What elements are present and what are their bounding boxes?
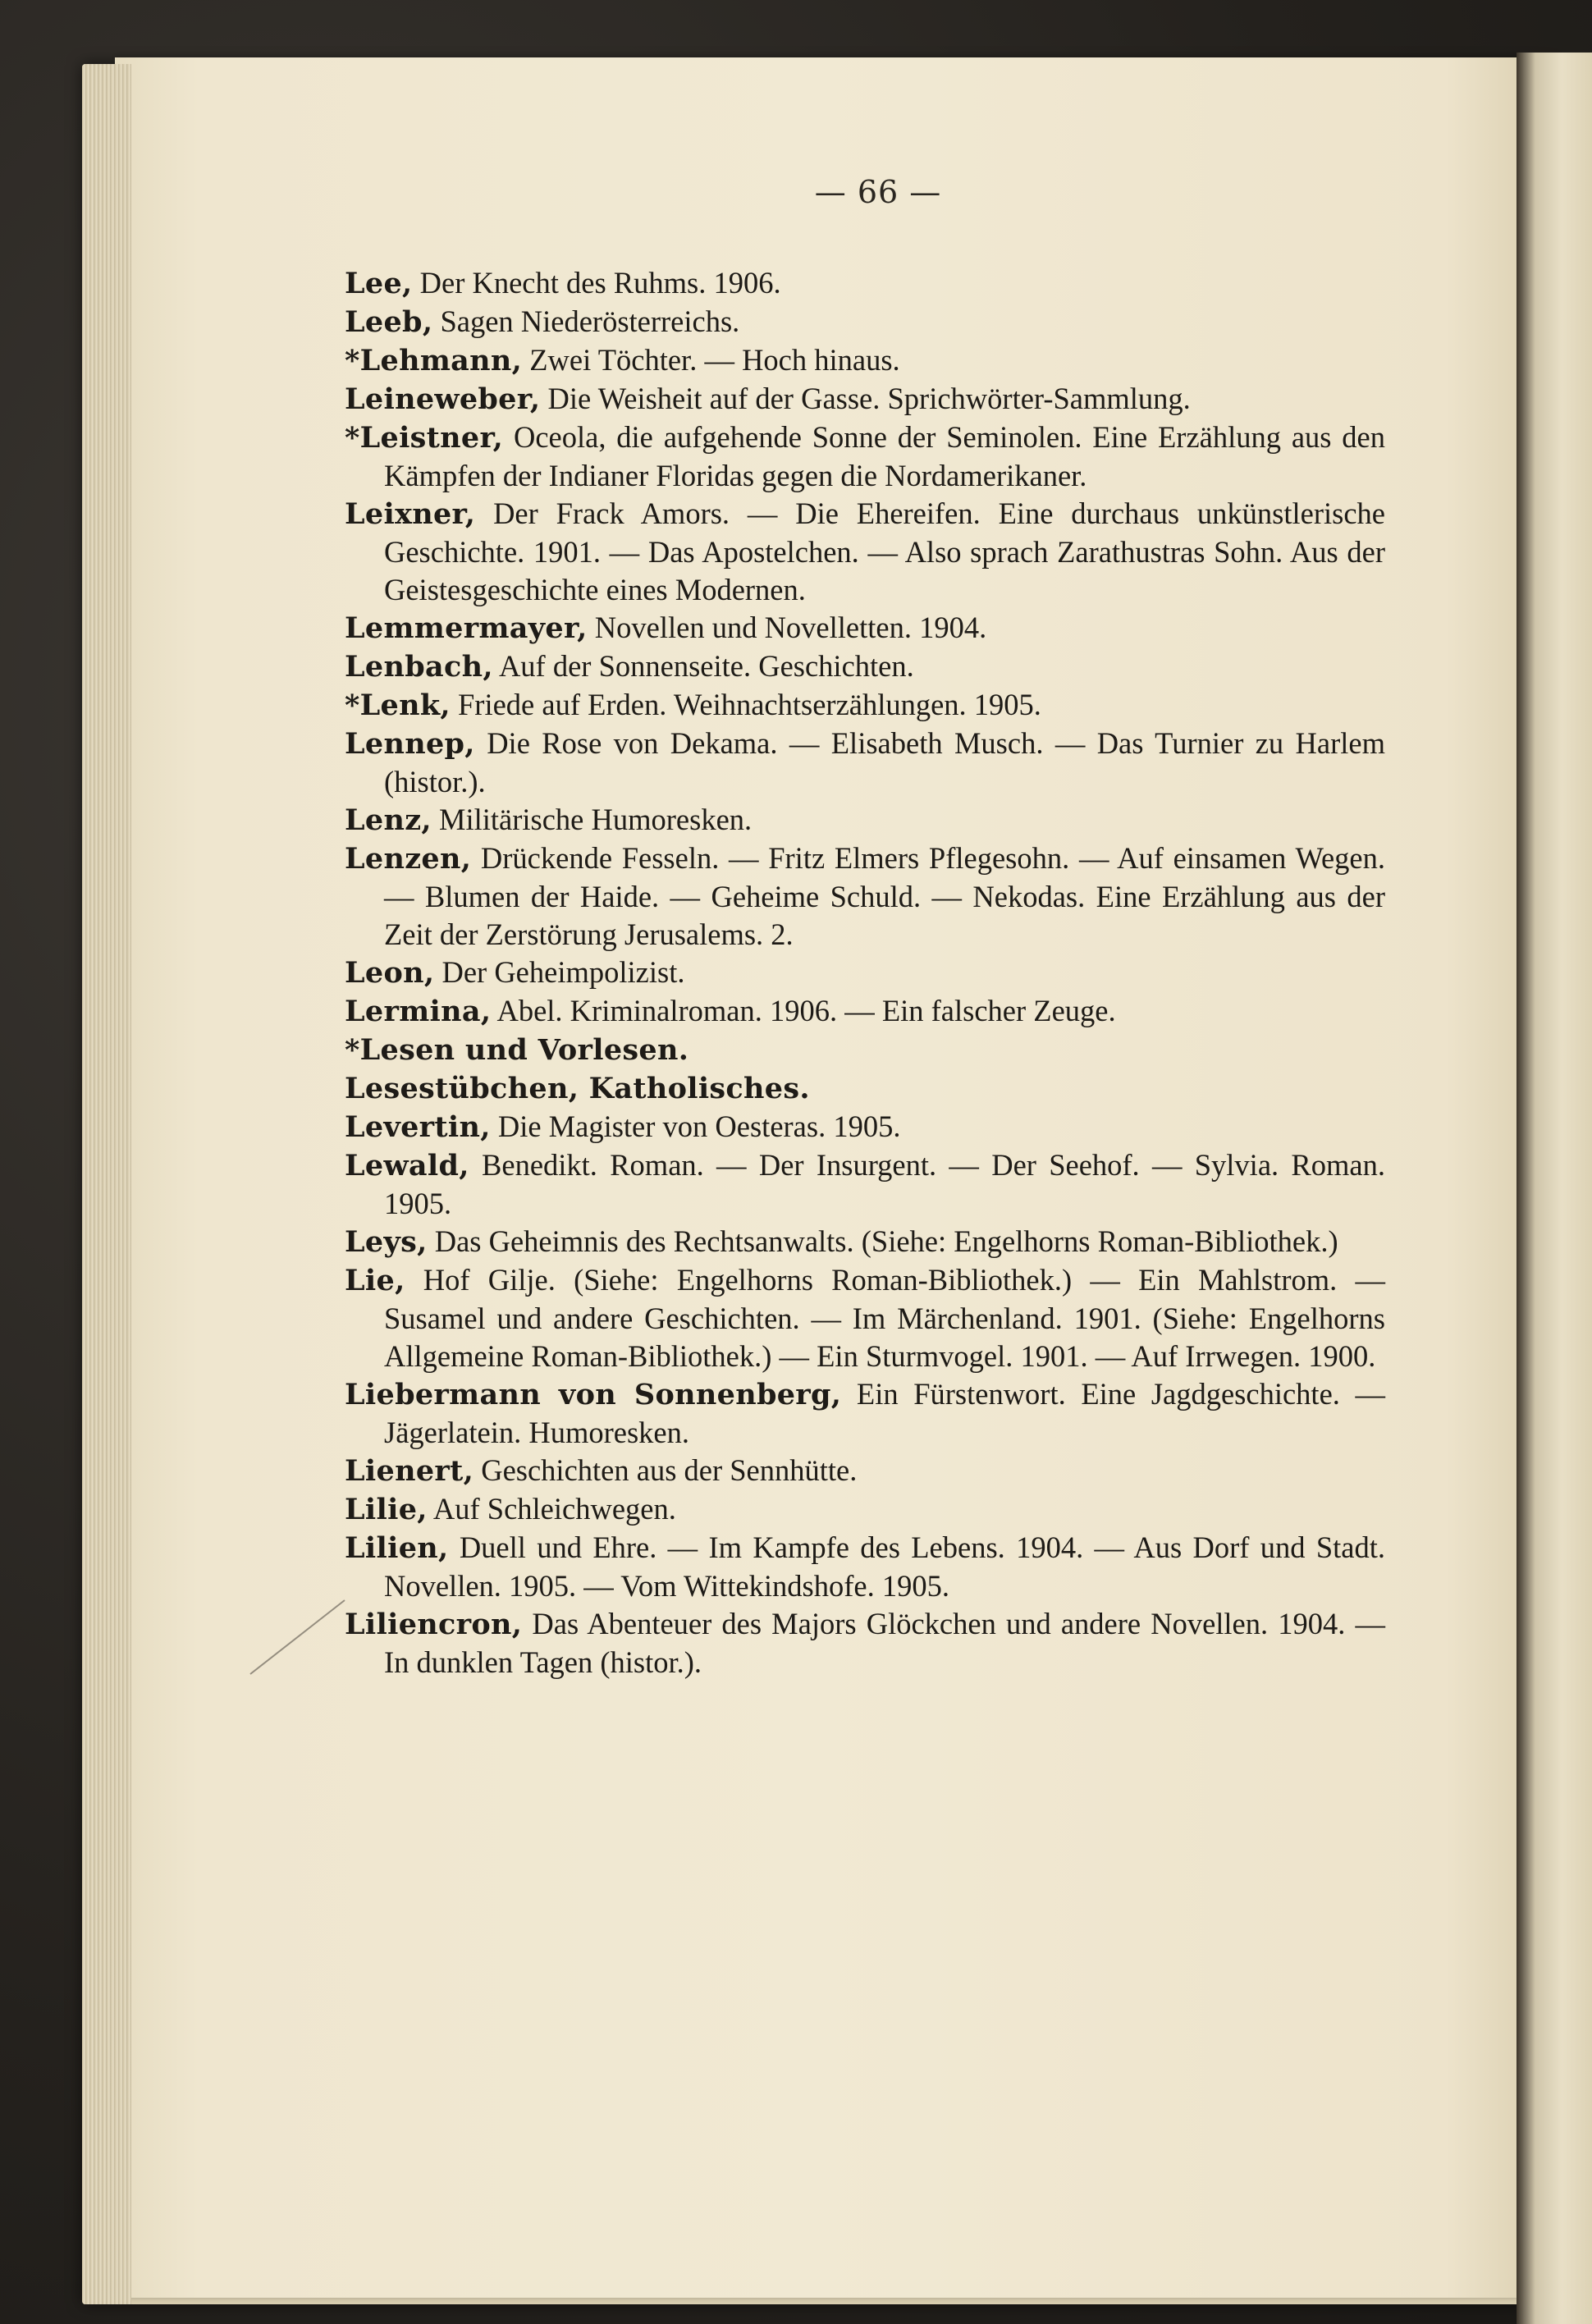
- entry-author: Leys,: [345, 1225, 428, 1259]
- entry-titles: Auf Schleichwegen.: [432, 1492, 676, 1526]
- catalog-entry: [345, 1031, 1385, 1069]
- catalog-entry: [345, 1146, 1385, 1223]
- pencil-stroke-mark: [246, 1596, 353, 1678]
- entry-titles: Ein Fürstenwort. Eine Jagdgeschichte. — Jägerlatein. Humoresken.: [384, 1377, 1386, 1449]
- entry-author: Lilien,: [345, 1531, 449, 1565]
- entry-author: Lesestübchen, Katholisches.: [345, 1072, 810, 1105]
- entry-titles: Das Geheimnis des Rechtsanwalts. (Siehe: Engelhorns Roman-Bibliothek.): [434, 1224, 1338, 1258]
- entry-author: Lenzen,: [345, 842, 472, 876]
- entry-titles: Benedikt. Roman. — Der Insurgent. — Der Seehof. — Sylvia. Roman. 1905.: [384, 1148, 1385, 1220]
- catalog-entry: [345, 954, 1385, 992]
- catalog-entry: [345, 647, 1385, 686]
- catalog-entry: [345, 1490, 1385, 1529]
- entry-author: Leixner,: [345, 497, 476, 531]
- entry-titles: Die Magister von Oesteras. 1905.: [497, 1109, 901, 1143]
- entry-author: *Leistner,: [345, 421, 504, 455]
- catalog-entry: [345, 1108, 1385, 1146]
- catalog-entry: [345, 380, 1385, 419]
- catalog-entry: [345, 1605, 1385, 1681]
- entry-author: *Lesen und Vorlesen.: [345, 1033, 689, 1067]
- entry-titles: Geschichten aus der Sennhütte.: [481, 1453, 858, 1487]
- entry-titles: Novellen und Novelletten. 1904.: [594, 611, 987, 644]
- catalog-entry: [345, 725, 1385, 801]
- entry-titles: Abel. Kriminalroman. 1906. — Ein falscher Zeuge.: [496, 994, 1116, 1027]
- catalog-entry: [345, 686, 1385, 725]
- entry-author: Lermina,: [345, 995, 492, 1028]
- catalog-entry: [345, 1529, 1385, 1605]
- entry-author: Lemmermayer,: [345, 611, 588, 645]
- entry-author: Leineweber,: [345, 382, 541, 416]
- entry-author: Lewald,: [345, 1149, 469, 1183]
- entry-author: Liliencron,: [345, 1608, 523, 1641]
- next-page-edge: [1517, 53, 1592, 2324]
- entry-author: Leon,: [345, 956, 435, 990]
- entry-titles: Zwei Töchter. — Hoch hinaus.: [529, 343, 900, 377]
- catalog-entry: [345, 264, 1385, 303]
- entry-titles: Sagen Niederösterreichs.: [440, 304, 740, 338]
- catalog-entry: [345, 839, 1385, 954]
- catalog-entry: [345, 801, 1385, 839]
- catalog-entry: [345, 419, 1385, 495]
- catalog-entry-list: [345, 264, 1385, 1681]
- entry-author: *Lehmann,: [345, 344, 523, 377]
- catalog-entry: [345, 341, 1385, 380]
- entry-author: Lennep,: [345, 727, 475, 761]
- entry-titles: Die Weisheit auf der Gasse. Sprichwörter-Sammlung.: [547, 382, 1191, 415]
- catalog-entry: [345, 495, 1385, 609]
- catalog-entry: [345, 1375, 1385, 1452]
- catalog-entry: [345, 303, 1385, 341]
- entry-author: Lee,: [345, 267, 413, 300]
- entry-titles: Militärische Humoresken.: [439, 803, 753, 836]
- entry-titles: Der Knecht des Ruhms. 1906.: [419, 266, 781, 300]
- entry-author: Liebermann von Sonnenberg,: [345, 1378, 842, 1411]
- page-number: — 66 —: [814, 174, 942, 210]
- entry-titles: Der Frack Amors. — Die Ehereifen. Eine durchaus unkünstlerische Geschichte. 1901. — Das Apostelchen. — Also sprach Zarathustras Sohn. Aus der Geistesgeschichte eines Modernen.: [384, 496, 1385, 606]
- catalog-entry: [345, 609, 1385, 647]
- entry-author: Lie,: [345, 1264, 405, 1297]
- entry-titles: Die Rose von Dekama. — Elisabeth Musch. — Das Turnier zu Harlem (histor.).: [384, 726, 1386, 798]
- entry-titles: Drückende Fesseln. — Fritz Elmers Pflegesohn. — Auf einsamen Wegen. — Blumen der Haide. — Geheime Schuld. — Nekodas. Eine Erzählung aus der Zeit der Zerstörung Jerusalems. 2.: [384, 841, 1386, 951]
- catalog-entry: [345, 992, 1385, 1031]
- entry-titles: Duell und Ehre. — Im Kampfe des Lebens. 1904. — Aus Dorf und Stadt. Novellen. 1905. — Vom Wittekindshofe. 1905.: [384, 1530, 1385, 1603]
- entry-titles: Das Abenteuer des Majors Glöckchen und andere Novellen. 1904. — In dunklen Tagen (histor.).: [384, 1607, 1386, 1679]
- entry-titles: Oceola, die aufgehende Sonne der Seminolen. Eine Erzählung aus den Kämpfen der Indianer Floridas gegen die Nordamerikaner.: [384, 420, 1385, 492]
- catalog-entry: [345, 1069, 1385, 1108]
- entry-author: Leeb,: [345, 305, 433, 339]
- catalog-entry: [345, 1261, 1385, 1375]
- entry-author: Lilie,: [345, 1493, 428, 1526]
- entry-author: Levertin,: [345, 1110, 491, 1144]
- entry-titles: Auf der Sonnenseite. Geschichten.: [498, 649, 914, 683]
- entry-titles: Hof Gilje. (Siehe: Engelhorns Roman-Bibliothek.) — Ein Mahlstrom. — Susamel und andere Geschichten. — Im Märchenland. 1901. (Siehe: Engelhorns Allgemeine Roman-Bibliothek.) — Ein Sturmvogel. 1901. — Auf Irrwegen. 1900.: [384, 1263, 1385, 1373]
- page-edges: [82, 64, 131, 2304]
- entry-author: *Lenk,: [345, 689, 451, 722]
- entry-author: Lienert,: [345, 1454, 474, 1488]
- catalog-entry: [345, 1452, 1385, 1490]
- catalog-entry: [345, 1223, 1385, 1261]
- entry-author: Lenz,: [345, 803, 432, 837]
- entry-titles: Der Geheimpolizist.: [441, 955, 685, 989]
- entry-author: Lenbach,: [345, 650, 493, 684]
- entry-titles: Friede auf Erden. Weihnachtserzählungen. 1905.: [458, 688, 1041, 721]
